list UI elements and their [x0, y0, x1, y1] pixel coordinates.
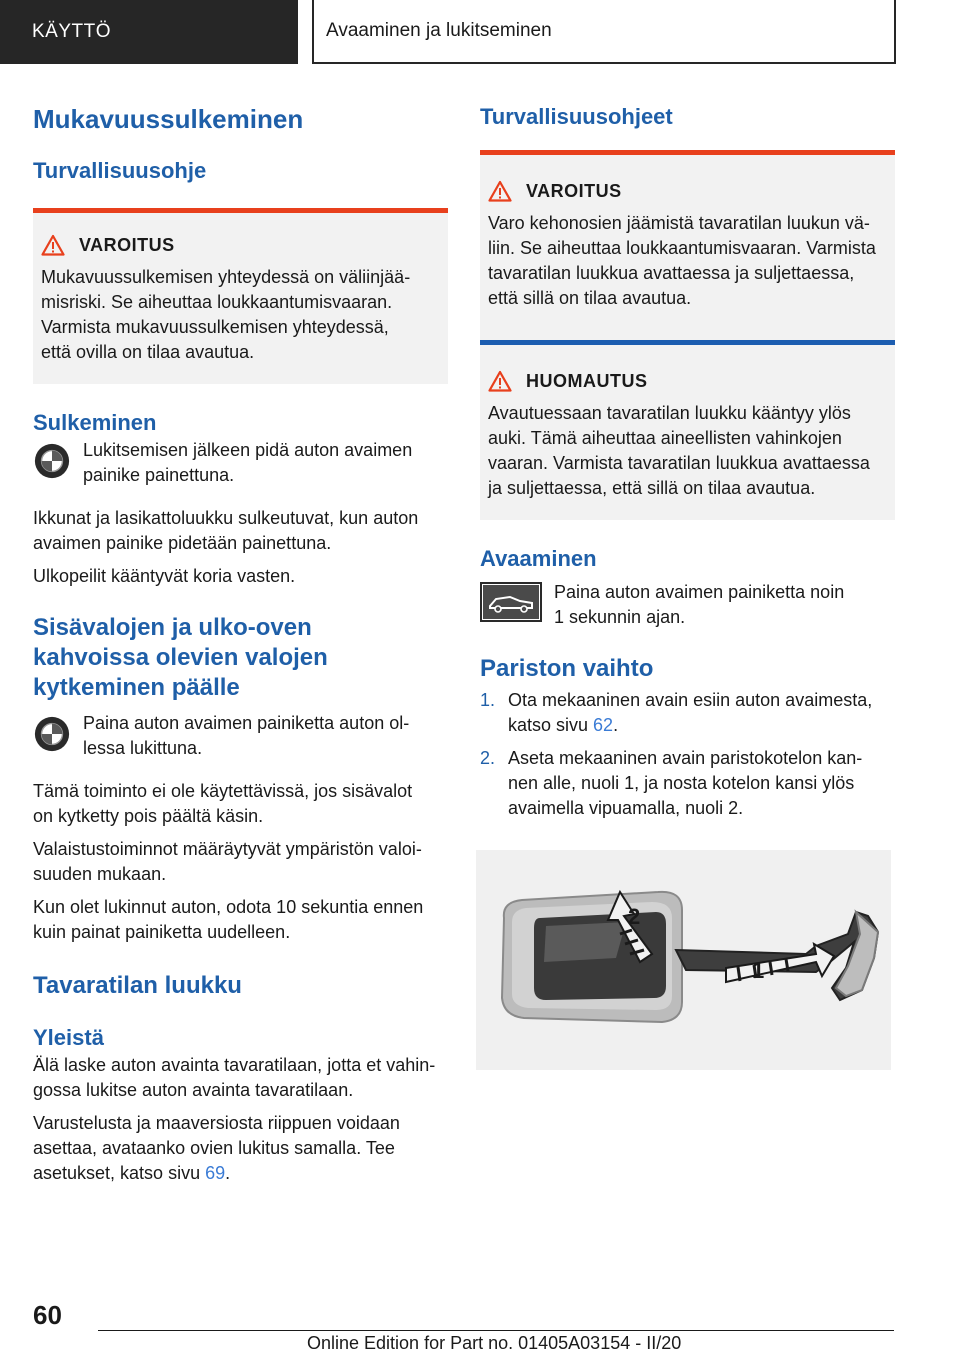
list-item: 2. Aseta mekaaninen avain paristokotelon kan- nen alle, nuoli 1, ja nosta kotelon kansi ylös avaimella vipuamalla, nuoli 2. — [480, 748, 863, 818]
notice-box — [480, 340, 895, 520]
closing-paragraph-1: Ikkunat ja lasikattoluukku sulkeutuvat, kun auton avaimen painike pidetään painettuna. — [33, 508, 419, 553]
heading-general: Yleistä — [33, 1025, 104, 1050]
bmw-key-logo-icon — [33, 442, 71, 480]
warning-text: Varo kehonosien jäämistä tavaratilan luukun vä- liin. Se aiheuttaa loukkaantumisvaaran. Varmista tavaratilan luukkua avattaessa ja suljettaessa, että sillä on tilaa avautua. — [488, 213, 876, 308]
list-item: 1. Ota mekaaninen avain esiin auton avaimesta, katso sivu 62. — [480, 690, 873, 735]
heading-comfort-close: Mukavuussulkeminen — [33, 104, 304, 134]
closing-instruction — [33, 438, 448, 488]
key-battery-figure — [476, 850, 891, 1070]
heading-opening: Avaaminen — [480, 546, 597, 571]
battery-steps-list — [480, 688, 895, 821]
notice-text: Avautuessaan tavaratilan luukku kääntyy ylös auki. Tämä aiheuttaa aineellisten vahinkojen vaaran. Varmista tavaratilan luukkua avattaessa ja suljettaessa, että sillä on tilaa avautua. — [488, 403, 870, 498]
right-column — [480, 96, 895, 821]
lights-instruction — [33, 711, 448, 761]
header-section-tab: KÄYTTÖ — [0, 0, 298, 64]
warning-triangle-icon — [488, 180, 512, 202]
heading-trunk: Tavaratilan luukku — [33, 972, 242, 999]
footer-edition: Online Edition for Part no. 01405A03154 - II/20 — [307, 1333, 682, 1353]
warning-title: VAROITUS — [488, 179, 887, 203]
notice-title: HUOMAUTUS — [488, 369, 887, 393]
page-link-62[interactable]: 62 — [593, 715, 614, 735]
lights-paragraph-1: Tämä toiminto ei ole käytettävissä, jos sisävalot on kytketty pois päältä käsin. — [33, 781, 413, 826]
warning-text: Mukavuussulkemisen yhteydessä on väliinjää- misriski. Se aiheuttaa loukkaantumisvaaran. Varmista mukavuussulkemisen yhteydessä, että ovilla on tilaa avautua. — [41, 267, 411, 362]
arrow-label-2: 2 — [628, 904, 641, 929]
heading-safety-notes: Turvallisuusohjeet — [480, 104, 673, 129]
closing-paragraph-2: Ulkopeilit kääntyvät koria vasten. — [33, 566, 296, 586]
lights-icon-text: Paina auton avaimen painiketta auton ol- lessa lukittuna. — [83, 713, 410, 758]
heading-safety-note: Turvallisuusohje — [33, 158, 207, 183]
heading-battery-replacement: Pariston vaihto — [480, 655, 654, 682]
left-column — [33, 96, 448, 1186]
footer-divider — [98, 1330, 894, 1331]
lights-paragraph-3: Kun olet lukinnut auton, odota 10 sekuntia ennen kuin painat painiketta uudelleen. — [33, 897, 424, 942]
warning-box — [480, 150, 895, 340]
opening-icon-text: Paina auton avaimen painiketta noin 1 sekunnin ajan. — [554, 582, 845, 627]
page-link-69[interactable]: 69 — [205, 1163, 226, 1183]
arrow-label-1: 1 — [752, 958, 765, 983]
general-paragraph-1: Älä laske auton avainta tavaratilaan, jotta et vahin- gossa lukitse auton avainta tavaratilaan. — [33, 1055, 436, 1100]
notice-triangle-icon — [488, 370, 512, 392]
general-paragraph-2: Varustelusta ja maaversiosta riippuen voidaan asettaa, avataanko ovien lukitus samalla. Tee asetukset, katso sivu 69. — [33, 1113, 400, 1183]
warning-title: VAROITUS — [41, 233, 440, 257]
heading-lights: Sisävalojen ja ulko-oven kahvoissa olevien valojen kytkeminen päälle — [33, 614, 328, 701]
closing-icon-text: Lukitsemisen jälkeen pidä auton avaimen painike painettuna. — [83, 440, 413, 485]
bmw-key-logo-icon — [33, 715, 71, 753]
car-key-illustration — [476, 850, 891, 1070]
opening-instruction — [480, 580, 895, 630]
heading-closing: Sulkeminen — [33, 410, 157, 435]
page-number: 60 — [33, 1300, 62, 1330]
lights-paragraph-2: Valaistustoiminnot määräytyvät ympäristön valoi- suuden mukaan. — [33, 839, 422, 884]
warning-box — [33, 208, 448, 384]
warning-triangle-icon — [41, 234, 65, 256]
trunk-open-button-icon — [480, 582, 542, 622]
header-chapter-tab: Avaaminen ja lukitseminen — [312, 0, 896, 64]
